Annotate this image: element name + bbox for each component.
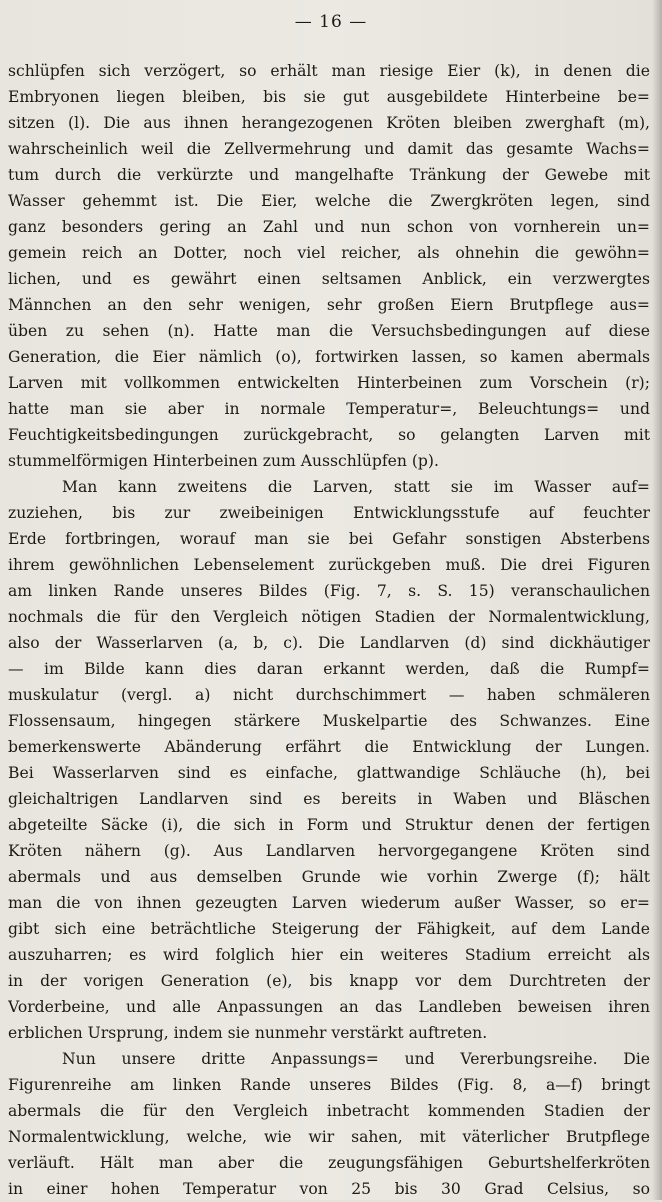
text-line: zuziehen, bis zur zweibeinigen Entwicklungsstufe auf feuchter bbox=[8, 504, 650, 522]
text-line: Embryonen liegen bleiben, bis sie gut ausgebildete Hinterbeine be= bbox=[8, 88, 650, 106]
text-line: lichen, und es gewährt einen seltsamen Anblick, ein verzwergtes bbox=[8, 270, 650, 288]
text-line: abermals und aus demselben Grunde wie vorhin Zwerge (f); hält bbox=[8, 868, 650, 886]
text-line: — im Bilde kann dies daran erkannt werden, daß die Rumpf= bbox=[8, 660, 650, 678]
text-line: auszuharren; es wird folglich hier ein weiteres Stadium erreicht als bbox=[8, 946, 650, 964]
text-line: Kröten nähern (g). Aus Landlarven hervorgegangene Kröten sind bbox=[8, 842, 650, 860]
text-line: in einer hohen Temperatur von 25 bis 30 Grad Celsius, so bbox=[8, 1180, 650, 1198]
text-line: schlüpfen sich verzögert, so erhält man riesige Eier (k), in denen die bbox=[8, 62, 650, 80]
text-line: Man kann zweitens die Larven, statt sie im Wasser auf= bbox=[62, 478, 650, 496]
text-line: hatte man sie aber in normale Temperatur=, Beleuchtungs= und bbox=[8, 400, 650, 418]
text-line: wahrscheinlich weil die Zellvermehrung und damit das gesamte Wachs= bbox=[8, 140, 650, 158]
text-line: ganz besonders gering an Zahl und nun schon von vornherein un= bbox=[8, 218, 650, 236]
text-line: gleichaltrigen Landlarven sind es bereits in Waben und Bläschen bbox=[8, 790, 650, 808]
text-line: Flossensaum, hingegen stärkere Muskelpartie des Schwanzes. Eine bbox=[8, 712, 650, 730]
text-line: ihrem gewöhnlichen Lebenselement zurückgeben muß. Die drei Figuren bbox=[8, 556, 650, 574]
page-number: — 16 — bbox=[294, 12, 368, 32]
text-line: bemerkenswerte Abänderung erfährt die Entwicklung der Lungen. bbox=[8, 738, 650, 756]
text-line: also der Wasserlarven (a, b, c). Die Landlarven (d) sind dickhäutiger bbox=[8, 634, 650, 652]
text-line: sitzen (l). Die aus ihnen herangezogenen Kröten bleiben zwerghaft (m), bbox=[8, 114, 650, 132]
text-line: Bei Wasserlarven sind es einfache, glattwandige Schläuche (h), bei bbox=[8, 764, 650, 782]
text-line: gemein reich an Dotter, noch viel reicher, als ohnehin die gewöhn= bbox=[8, 244, 650, 262]
text-line: muskulatur (vergl. a) nicht durchschimmert — haben schmäleren bbox=[8, 686, 650, 704]
text-line: erblichen Ursprung, indem sie nunmehr verstärkt auftreten. bbox=[8, 1024, 488, 1042]
text-line: Wasser gehemmt ist. Die Eier, welche die Zwergkröten legen, sind bbox=[8, 192, 650, 210]
text-line: Feuchtigkeitsbedingungen zurückgebracht, so gelangten Larven mit bbox=[8, 426, 650, 444]
text-line: Generation, die Eier nämlich (o), fortwirken lassen, so kamen abermals bbox=[8, 348, 650, 366]
text-line: in der vorigen Generation (e), bis knapp vor dem Durchtreten der bbox=[8, 972, 650, 990]
text-line: abermals die für den Vergleich inbetracht kommenden Stadien der bbox=[8, 1102, 650, 1120]
text-line: üben zu sehen (n). Hatte man die Versuchsbedingungen auf diese bbox=[8, 322, 650, 340]
text-line: gibt sich eine beträchtliche Steigerung der Fähigkeit, auf dem Lande bbox=[8, 920, 650, 938]
text-line: abgeteilte Säcke (i), die sich in Form und Struktur denen der fertigen bbox=[8, 816, 650, 834]
text-line: Vorderbeine, und alle Anpassungen an das Landleben beweisen ihren bbox=[8, 998, 650, 1016]
text-line: nochmals die für den Vergleich nötigen Stadien der Normalentwicklung, bbox=[8, 608, 650, 626]
text-line: Larven mit vollkommen entwickelten Hinterbeinen zum Vorschein (r); bbox=[8, 374, 650, 392]
text-line: stummelförmigen Hinterbeinen zum Ausschlüpfen (p). bbox=[8, 452, 439, 470]
text-line: Normalentwicklung, welche, wie wir sahen, mit väterlicher Brutpflege bbox=[8, 1128, 650, 1146]
text-line: Nun unsere dritte Anpassungs= und Vererbungsreihe. Die bbox=[62, 1050, 650, 1068]
page-edge-shadow bbox=[652, 0, 662, 1200]
text-line: Figurenreihe am linken Rande unseres Bildes (Fig. 8, a—f) bringt bbox=[8, 1076, 650, 1094]
text-line: tum durch die verkürzte und mangelhafte Tränkung der Gewebe mit bbox=[8, 166, 650, 184]
text-line: Erde fortbringen, worauf man sie bei Gefahr sonstigen Absterbens bbox=[8, 530, 650, 548]
text-line: am linken Rande unseres Bildes (Fig. 7, s. S. 15) veranschaulichen bbox=[8, 582, 650, 600]
text-line: Männchen an den sehr wenigen, sehr großen Eiern Brutpflege aus= bbox=[8, 296, 650, 314]
text-line: man die von ihnen gezeugten Larven wiederum außer Wasser, so er= bbox=[8, 894, 650, 912]
text-line: verläuft. Hält man aber die zeugungsfähigen Geburtshelferkröten bbox=[8, 1154, 650, 1172]
